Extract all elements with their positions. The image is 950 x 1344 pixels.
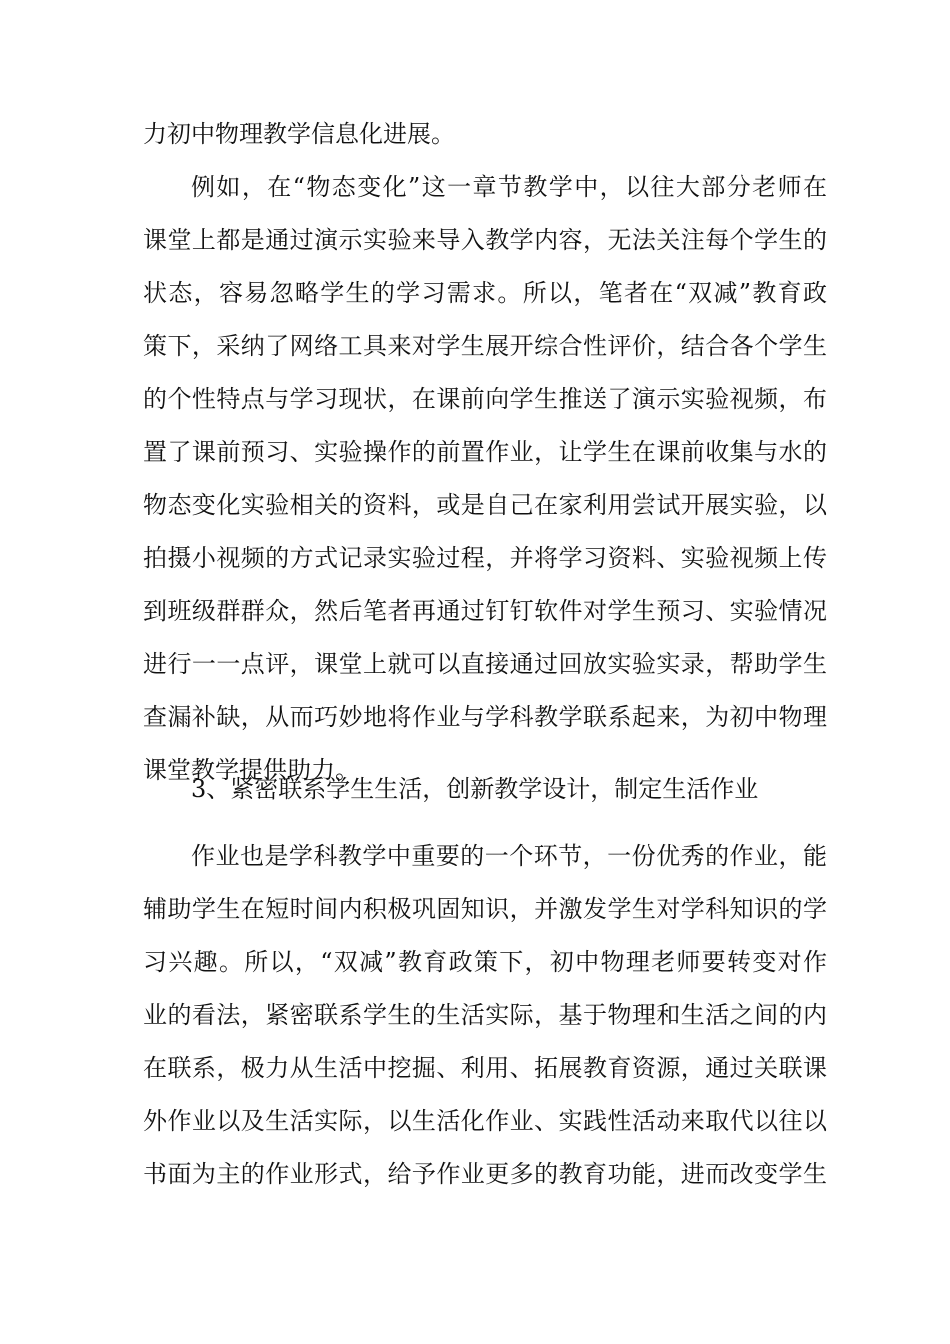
text-line: 课堂教学提供助力。	[143, 756, 359, 784]
paragraph-continuation	[143, 108, 827, 161]
text-line: 书面为主的作业形式，给予作业更多的教育功能，进而改变学生	[143, 1160, 827, 1188]
text-line: 状态，容易忽略学生的学习需求。所以，笔者在“双减”教育政	[143, 279, 827, 307]
text-line: 作业也是学科教学中重要的一个环节，一份优秀的作业，能	[191, 842, 827, 870]
section-heading-3	[143, 763, 827, 816]
text-line: 物态变化实验相关的资料，或是自己在家利用尝试开展实验，以	[143, 491, 827, 519]
text-line: 辅助学生在短时间内积极巩固知识，并激发学生对学科知识的学	[143, 895, 827, 923]
section-heading-text: 3、紧密联系学生生活，创新教学设计，制定生活作业	[191, 775, 759, 803]
text-line: 课堂上都是通过演示实验来导入教学内容，无法关注每个学生的	[143, 226, 827, 254]
text-line: 进行一一点评，课堂上就可以直接通过回放实验实录，帮助学生	[143, 650, 827, 678]
text-line: 在联系，极力从生活中挖掘、利用、拓展教育资源，通过关联课	[143, 1054, 827, 1082]
text-line: 外作业以及生活实际，以生活化作业、实践性活动来取代以往以	[143, 1107, 827, 1135]
text-line: 习兴趣。所以，“双减”教育政策下，初中物理老师要转变对作	[143, 948, 827, 976]
text-line: 力初中物理教学信息化进展。	[143, 120, 455, 148]
text-line: 的个性特点与学习现状，在课前向学生推送了演示实验视频，布	[143, 385, 827, 413]
text-line: 业的看法，紧密联系学生的生活实际，基于物理和生活之间的内	[143, 1001, 827, 1029]
text-line: 到班级群群众，然后笔者再通过钉钉软件对学生预习、实验情况	[143, 597, 827, 625]
text-line: 策下，采纳了网络工具来对学生展开综合性评价，结合各个学生	[143, 332, 827, 360]
paragraph-example	[143, 161, 827, 797]
text-line: 例如，在“物态变化”这一章节教学中，以往大部分老师在	[191, 173, 827, 201]
text-line: 查漏补缺，从而巧妙地将作业与学科教学联系起来，为初中物理	[143, 703, 827, 731]
text-line: 拍摄小视频的方式记录实验过程，并将学习资料、实验视频上传	[143, 544, 827, 572]
text-line: 置了课前预习、实验操作的前置作业，让学生在课前收集与水的	[143, 438, 827, 466]
paragraph-homework	[143, 830, 827, 1201]
